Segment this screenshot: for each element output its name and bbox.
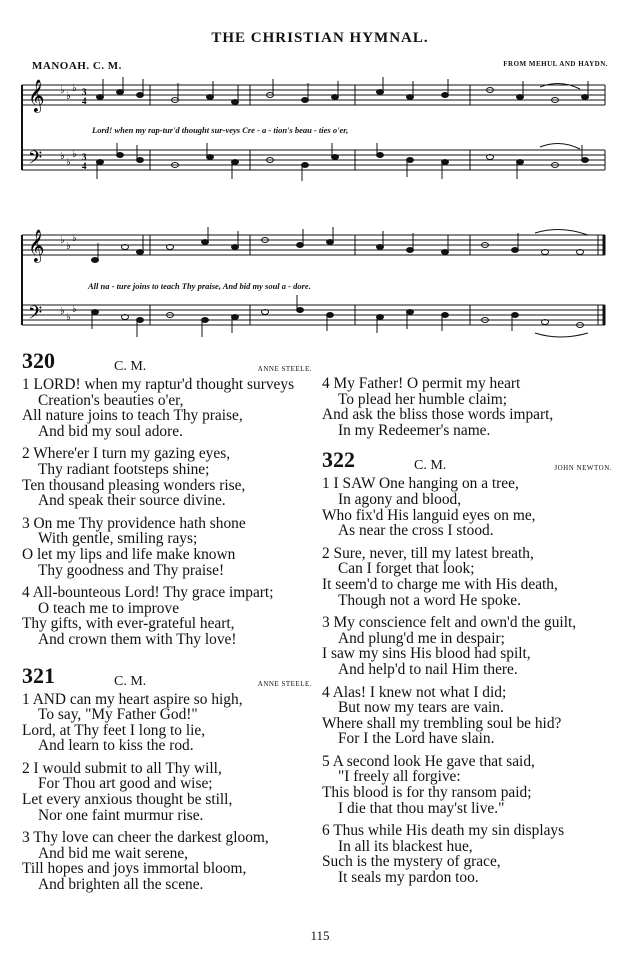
hymn-meter: C. M.: [414, 458, 447, 474]
verse-line: 2 I would submit to all Thy will,: [22, 759, 222, 777]
music-system-1: [0, 75, 640, 200]
verse-line: And crown them with Thy love!: [38, 630, 237, 648]
verse-line: And ask the bliss those words impart,: [322, 406, 554, 424]
stanza: [322, 754, 612, 816]
verse-line: Nor one faint murmur rise.: [38, 806, 204, 824]
verse-line: And speak their source divine.: [38, 492, 226, 510]
stanza: [22, 516, 312, 578]
svg-text:𝄞: 𝄞: [28, 229, 45, 262]
hymn-meter: C. M.: [114, 673, 147, 689]
column-left: [22, 348, 312, 900]
stanza: [322, 376, 612, 438]
tune-credit: FROM MEHUL AND HAYDN.: [503, 60, 608, 68]
verse-line: 1 AND can my heart aspire so high,: [22, 690, 243, 708]
svg-text:♭: ♭: [60, 85, 65, 96]
verse-line: And learn to kiss the rod.: [38, 737, 194, 755]
hymn-321-header: [22, 662, 312, 692]
verse-line: Though not a word He spoke.: [338, 591, 521, 609]
verse-line: 4 All-bounteous Lord! Thy grace impart;: [22, 584, 274, 602]
svg-text:♭: ♭: [60, 151, 65, 162]
svg-text:♭: ♭: [72, 83, 77, 94]
stanza: [322, 476, 612, 538]
verse-line: 3 On me Thy providence hath shone: [22, 514, 246, 532]
verse-line: Lord, at Thy feet I long to lie,: [22, 721, 206, 739]
verse-line: 1 I SAW One hanging on a tree,: [322, 475, 519, 493]
stanza: [322, 615, 612, 677]
verse-line: Till hopes and joys immortal bloom,: [22, 860, 247, 878]
verse-line: All nature joins to teach Thy praise,: [22, 407, 243, 425]
stanza: [22, 377, 312, 439]
tune-lyric-line-2: All na - ture joins to teach Thy praise, And bid my soul a - dore.: [88, 281, 311, 291]
verse-line: Can I forget that look;: [338, 560, 475, 578]
svg-text:♭: ♭: [60, 235, 65, 246]
verse-line: "I freely all forgive:: [338, 768, 461, 786]
verse-line: 3 Thy love can cheer the darkest gloom,: [22, 829, 269, 847]
verse-line: 1 LORD! when my raptur'd thought surveys: [22, 376, 295, 393]
stanza: [322, 823, 612, 885]
verse-line: Thy goodness and Thy praise!: [38, 561, 225, 579]
verse-line: In agony and blood,: [338, 490, 462, 508]
verse-line: And plung'd me in despair;: [338, 629, 505, 647]
verse-line: And brighten all the scene.: [38, 876, 204, 894]
verse-line: Who fix'd His languid eyes on me,: [322, 506, 536, 524]
hymn-author: ANNE STEELE.: [257, 365, 312, 373]
svg-text:4: 4: [82, 161, 87, 171]
stanza: [322, 546, 612, 608]
verse-line: Thy gifts, with ever-grateful heart,: [22, 615, 235, 633]
stanza: [22, 761, 312, 823]
svg-text:𝄢: 𝄢: [28, 148, 43, 173]
verse-line: I die that thou may'st live.": [338, 799, 505, 817]
svg-text:♭: ♭: [72, 233, 77, 244]
svg-text:♭: ♭: [60, 306, 65, 317]
running-head: THE CHRISTIAN HYMNAL.: [211, 30, 429, 46]
verse-line: And help'd to nail Him there.: [338, 660, 518, 678]
hymn-number: 320: [22, 348, 55, 373]
svg-text:4: 4: [82, 96, 87, 106]
verse-line: Such is the mystery of grace,: [322, 853, 501, 871]
verse-line: O teach me to improve: [38, 599, 180, 617]
verse-line: 6 Thus while His death my sin displays: [322, 822, 565, 840]
svg-text:𝄞: 𝄞: [28, 79, 45, 112]
verse-line: Thy radiant footsteps shine;: [38, 460, 210, 478]
svg-text:♭: ♭: [66, 157, 71, 168]
svg-text:3: 3: [82, 87, 87, 97]
verse-line: In my Redeemer's name.: [338, 421, 491, 439]
svg-text:♭: ♭: [72, 149, 77, 160]
page-number: 115: [310, 928, 330, 943]
verse-line: It seals my pardon too.: [338, 869, 479, 887]
verse-line: And bid my soul adore.: [38, 422, 183, 440]
verse-line: As near the cross I stood.: [338, 522, 494, 540]
svg-text:♭: ♭: [66, 91, 71, 102]
hymn-meter: C. M.: [114, 359, 147, 374]
verse-line: 2 Where'er I turn my gazing eyes,: [22, 445, 231, 463]
stanza: [22, 446, 312, 508]
verse-line: Let every anxious thought be still,: [22, 791, 233, 809]
hymn-322-header: [322, 447, 612, 476]
verse-line: Creation's beauties o'er,: [38, 391, 184, 409]
svg-text:♭: ♭: [66, 312, 71, 323]
tune-lyric-line-1: Lord! when my rap-tur'd thought sur-veys Cre - a - tion's beau - ties o'er,: [92, 125, 349, 135]
verse-line: I saw my sins His blood had spilt,: [322, 645, 531, 663]
verse-line: 2 Sure, never, till my latest breath,: [322, 544, 534, 562]
verse-line: It seem'd to charge me with His death,: [322, 575, 558, 593]
verse-line: And bid me wait serene,: [38, 844, 189, 862]
verse-line: For I the Lord have slain.: [338, 730, 495, 748]
hymn-number: 322: [322, 447, 355, 473]
verse-line: To say, "My Father God!": [38, 706, 198, 724]
hymn-320-header: [22, 348, 312, 377]
verse-line: With gentle, smiling rays;: [38, 530, 198, 548]
verse-line: For Thou art good and wise;: [38, 775, 213, 793]
svg-text:3: 3: [82, 152, 87, 162]
stanza: [22, 692, 312, 754]
verse-line: In all its blackest hue,: [338, 837, 473, 855]
verse-line: 3 My conscience felt and own'd the guilt,: [322, 614, 577, 632]
verse-line: Where shall my trembling soul be hid?: [322, 714, 562, 732]
svg-text:𝄢: 𝄢: [28, 303, 43, 328]
stanza: [22, 830, 312, 892]
svg-text:♭: ♭: [66, 241, 71, 252]
hymn-author: ANNE STEELE.: [257, 679, 312, 688]
tune-name: MANOAH. C. M.: [32, 60, 122, 72]
hymn-number: 321: [22, 662, 55, 688]
verse-line: To plead her humble claim;: [338, 390, 508, 408]
svg-text:♭: ♭: [72, 304, 77, 315]
verse-line: But now my tears are vain.: [338, 699, 504, 717]
stanza: [322, 685, 612, 747]
stanza: [22, 585, 312, 647]
verse-line: O let my lips and life make known: [22, 545, 236, 563]
verse-line: 4 My Father! O permit my heart: [322, 375, 521, 392]
verse-line: Ten thousand pleasing wonders rise,: [22, 476, 246, 494]
hymn-author: JOHN NEWTON.: [554, 464, 612, 473]
verse-line: This blood is for thy ransom paid;: [322, 784, 532, 802]
column-right: [322, 376, 612, 893]
verse-line: 5 A second look He gave that said,: [322, 752, 535, 770]
verse-line: 4 Alas! I knew not what I did;: [322, 683, 507, 701]
